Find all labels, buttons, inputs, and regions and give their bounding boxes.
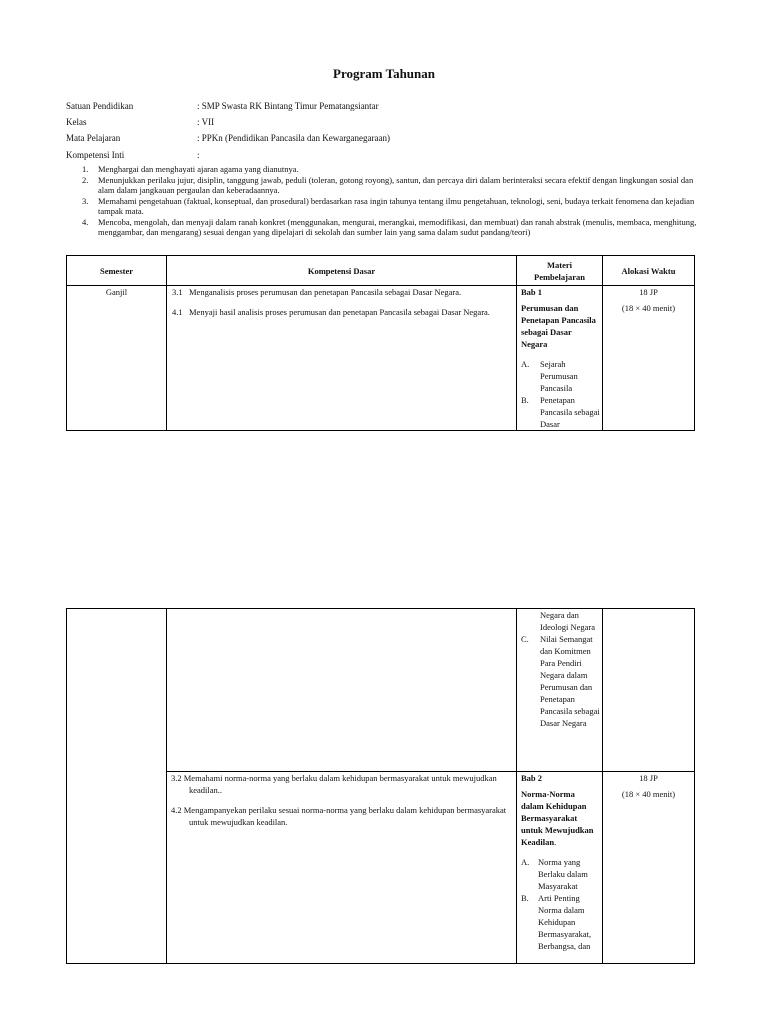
subitem-text: Penetapan Pancasila sebagai Dasar [540,395,600,429]
list-text: Mencoba, mengolah, dan menyaji dalam ranah konkret (menggunakan, mengurai, merangkai, memodifikasi, dan membuat) dan ranah abstrak (menulis, membaca, menghitung, menggambar, dan mengarang) sesuai dengan yang dipelajari di sekolah dan sumber lain yang sama dalam sudut pandang/teori) [98,216,697,237]
info-label: Satuan Pendidikan [66,101,134,111]
kd-item: 3.2 Memahami norma-norma yang berlaku dalam kehidupan bermasyarakat untuk mewujudkan keadilan.. [171,773,497,795]
semester-cell: Ganjil [67,286,167,431]
bab-label: Bab 1 [521,287,543,297]
kd-cell [167,286,517,431]
info-value: : [197,150,200,160]
subitem-text: Arti Penting Norma dalam Kehidupan Bermasyarakat, Berbangsa, dan [538,893,592,951]
list-item [66,175,706,196]
subitem-text: Sejarah Perumusan Pancasila [540,359,578,393]
list-number: 1. [82,164,89,174]
alokasi-jp: 18 JP [639,773,658,783]
subitem-text: Norma yang Berlaku dalam Masyarakat [538,857,588,891]
list-number: 3. [82,195,89,206]
alokasi-cell [603,772,695,964]
kd-number: 3.1 [172,287,183,297]
subitem-letter: A. [521,857,530,867]
kd-number: 4.1 [172,307,183,317]
table-row [67,286,695,431]
materi-subitem [517,358,602,394]
kd-item: 4.2 Mengampanyekan perilaku sesuai norma-norma yang berlaku dalam kehidupan bermasyarakat untuk mewujudkan keadilan. [171,805,507,827]
info-label: Kompetensi Inti [66,150,125,160]
kd-item [167,306,516,318]
materi-cell [517,286,603,431]
info-label: Kelas [66,117,87,127]
materi-subitem [517,394,602,430]
alokasi-cell [603,286,695,431]
alokasi-menit: (18 × 40 menit) [621,789,676,799]
list-text: Menghargai dan menghayati ajaran agama yang dianutnya. [98,164,299,174]
subitem-letter: C. [521,634,529,644]
list-item [66,217,706,238]
program-table-page1 [66,255,695,431]
document-title: Program Tahunan [333,66,435,81]
list-number: 4. [82,216,89,227]
kd-cell-empty [167,609,517,772]
alokasi-cell-empty [603,609,695,772]
table-row [67,609,695,772]
materi-cell [517,772,603,964]
subitem-letter: B. [521,893,529,903]
subitem-text: Nilai Semangat dan Komitmen Para Pendiri Negara dalam Perumusan dan Penetapan Pancasila sebagai Dasar Negara [540,634,600,728]
table-header-row [67,256,695,286]
alokasi-jp: 18 JP [639,287,658,297]
list-item [66,164,706,175]
list-text: Menunjukkan perilaku jujur, disiplin, tanggung jawab, peduli (toleran, gotong royong), santun, dan percaya diri dalam berinteraksi secara efektif dengan lingkungan sosial dan alam dalam jangkauan pergaulan dan keberadaannya. [98,174,694,195]
header-alokasi: Alokasi Waktu [603,256,695,286]
bab-label: Bab 2 [521,773,543,783]
materi-subitem [517,856,602,892]
kd-cell [167,772,517,964]
program-table-page2 [66,608,695,964]
semester-cell-empty [67,609,167,964]
header-semester: Semester [67,256,167,286]
kompetensi-inti-list [66,164,706,238]
materi-continuation [517,609,602,633]
kd-text: Menganalisis proses perumusan dan penetapan Pancasila sebagai Dasar Negara. [189,287,462,297]
list-item [66,196,706,217]
info-value: : SMP Swasta RK Bintang Timur Pematangsiantar [197,101,379,111]
kd-text: Menyaji hasil analisis proses perumusan dan penetapan Pancasila sebagai Dasar Negara. [189,307,490,317]
kd-item [167,286,516,298]
list-text: Memahami pengetahuan (faktual, konseptual, dan prosedural) berdasarkan rasa ingin tahunya tentang ilmu pengetahuan, teknologi, seni, budaya terkait fenomena dan kejadian tampak mata. [98,195,695,216]
materi-subitem [517,633,602,729]
subitem-letter: A. [521,359,530,369]
alokasi-menit: (18 × 40 menit) [621,303,676,313]
list-number: 2. [82,174,89,185]
info-value: : VII [197,117,215,127]
header-kompetensi-dasar: Kompetensi Dasar [167,256,517,286]
materi-cell [517,609,603,772]
info-value: : PPKn (Pendidikan Pancasila dan Kewarganegaraan) [197,133,391,143]
bab-title: Norma-Norma dalam Kehidupan Bermasyarakat untuk Mewujudkan Keadilan [521,789,594,847]
info-label: Mata Pelajaran [66,133,121,143]
bab-title-end: . [554,837,557,847]
bab-title: Perumusan dan Penetapan Pancasila sebagai Dasar Negara [521,303,596,349]
header-materi: Materi Pembelajaran [517,256,603,286]
materi-subitem [517,892,602,952]
subitem-letter: B. [521,395,529,405]
bab-title-wrap [517,788,602,848]
subitem-text: Negara dan Ideologi Negara [540,610,595,632]
